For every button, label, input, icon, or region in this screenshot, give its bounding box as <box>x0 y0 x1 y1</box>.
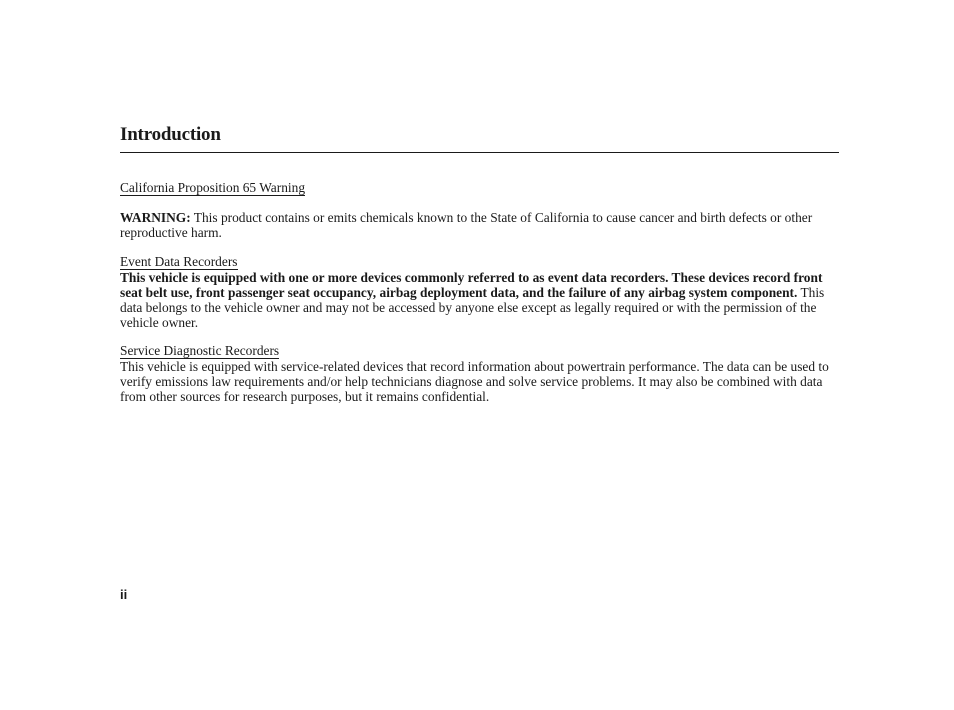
event-data-heading: Event Data Recorders <box>120 254 238 269</box>
warning-label: WARNING: <box>120 210 191 225</box>
prop65-section <box>120 180 840 240</box>
service-diag-section <box>120 343 840 404</box>
prop65-heading: California Proposition 65 Warning <box>120 180 306 195</box>
prop65-paragraph <box>120 210 840 240</box>
page-title: Introduction <box>120 124 221 145</box>
event-data-paragraph <box>120 270 840 330</box>
page-number: ii <box>120 587 128 602</box>
service-diag-heading: Service Diagnostic Recorders <box>120 343 280 358</box>
event-data-bold-text: This vehicle is equipped with one or more devices commonly referred to as event data recorders. These devices record front seat belt use, front passenger seat occupancy, airbag deployment data, and the failure of any airbag system component. <box>120 270 823 300</box>
service-diag-paragraph: This vehicle is equipped with service-related devices that record information about powertrain performance. The data can be used to verify emissions law requirements and/or help technicians diagnose and solve service problems. It may also be combined with data from other sources for research purposes, but it remains confidential. <box>120 359 829 404</box>
event-data-section <box>120 254 840 330</box>
title-divider <box>120 152 839 153</box>
warning-text: This product contains or emits chemicals known to the State of California to cause cancer and birth defects or other reproductive harm. <box>120 210 813 240</box>
event-data-normal-text: This data belongs to the vehicle owner and may not be accessed by anyone else except as legally required or with the permission of the vehicle owner. <box>120 285 825 330</box>
